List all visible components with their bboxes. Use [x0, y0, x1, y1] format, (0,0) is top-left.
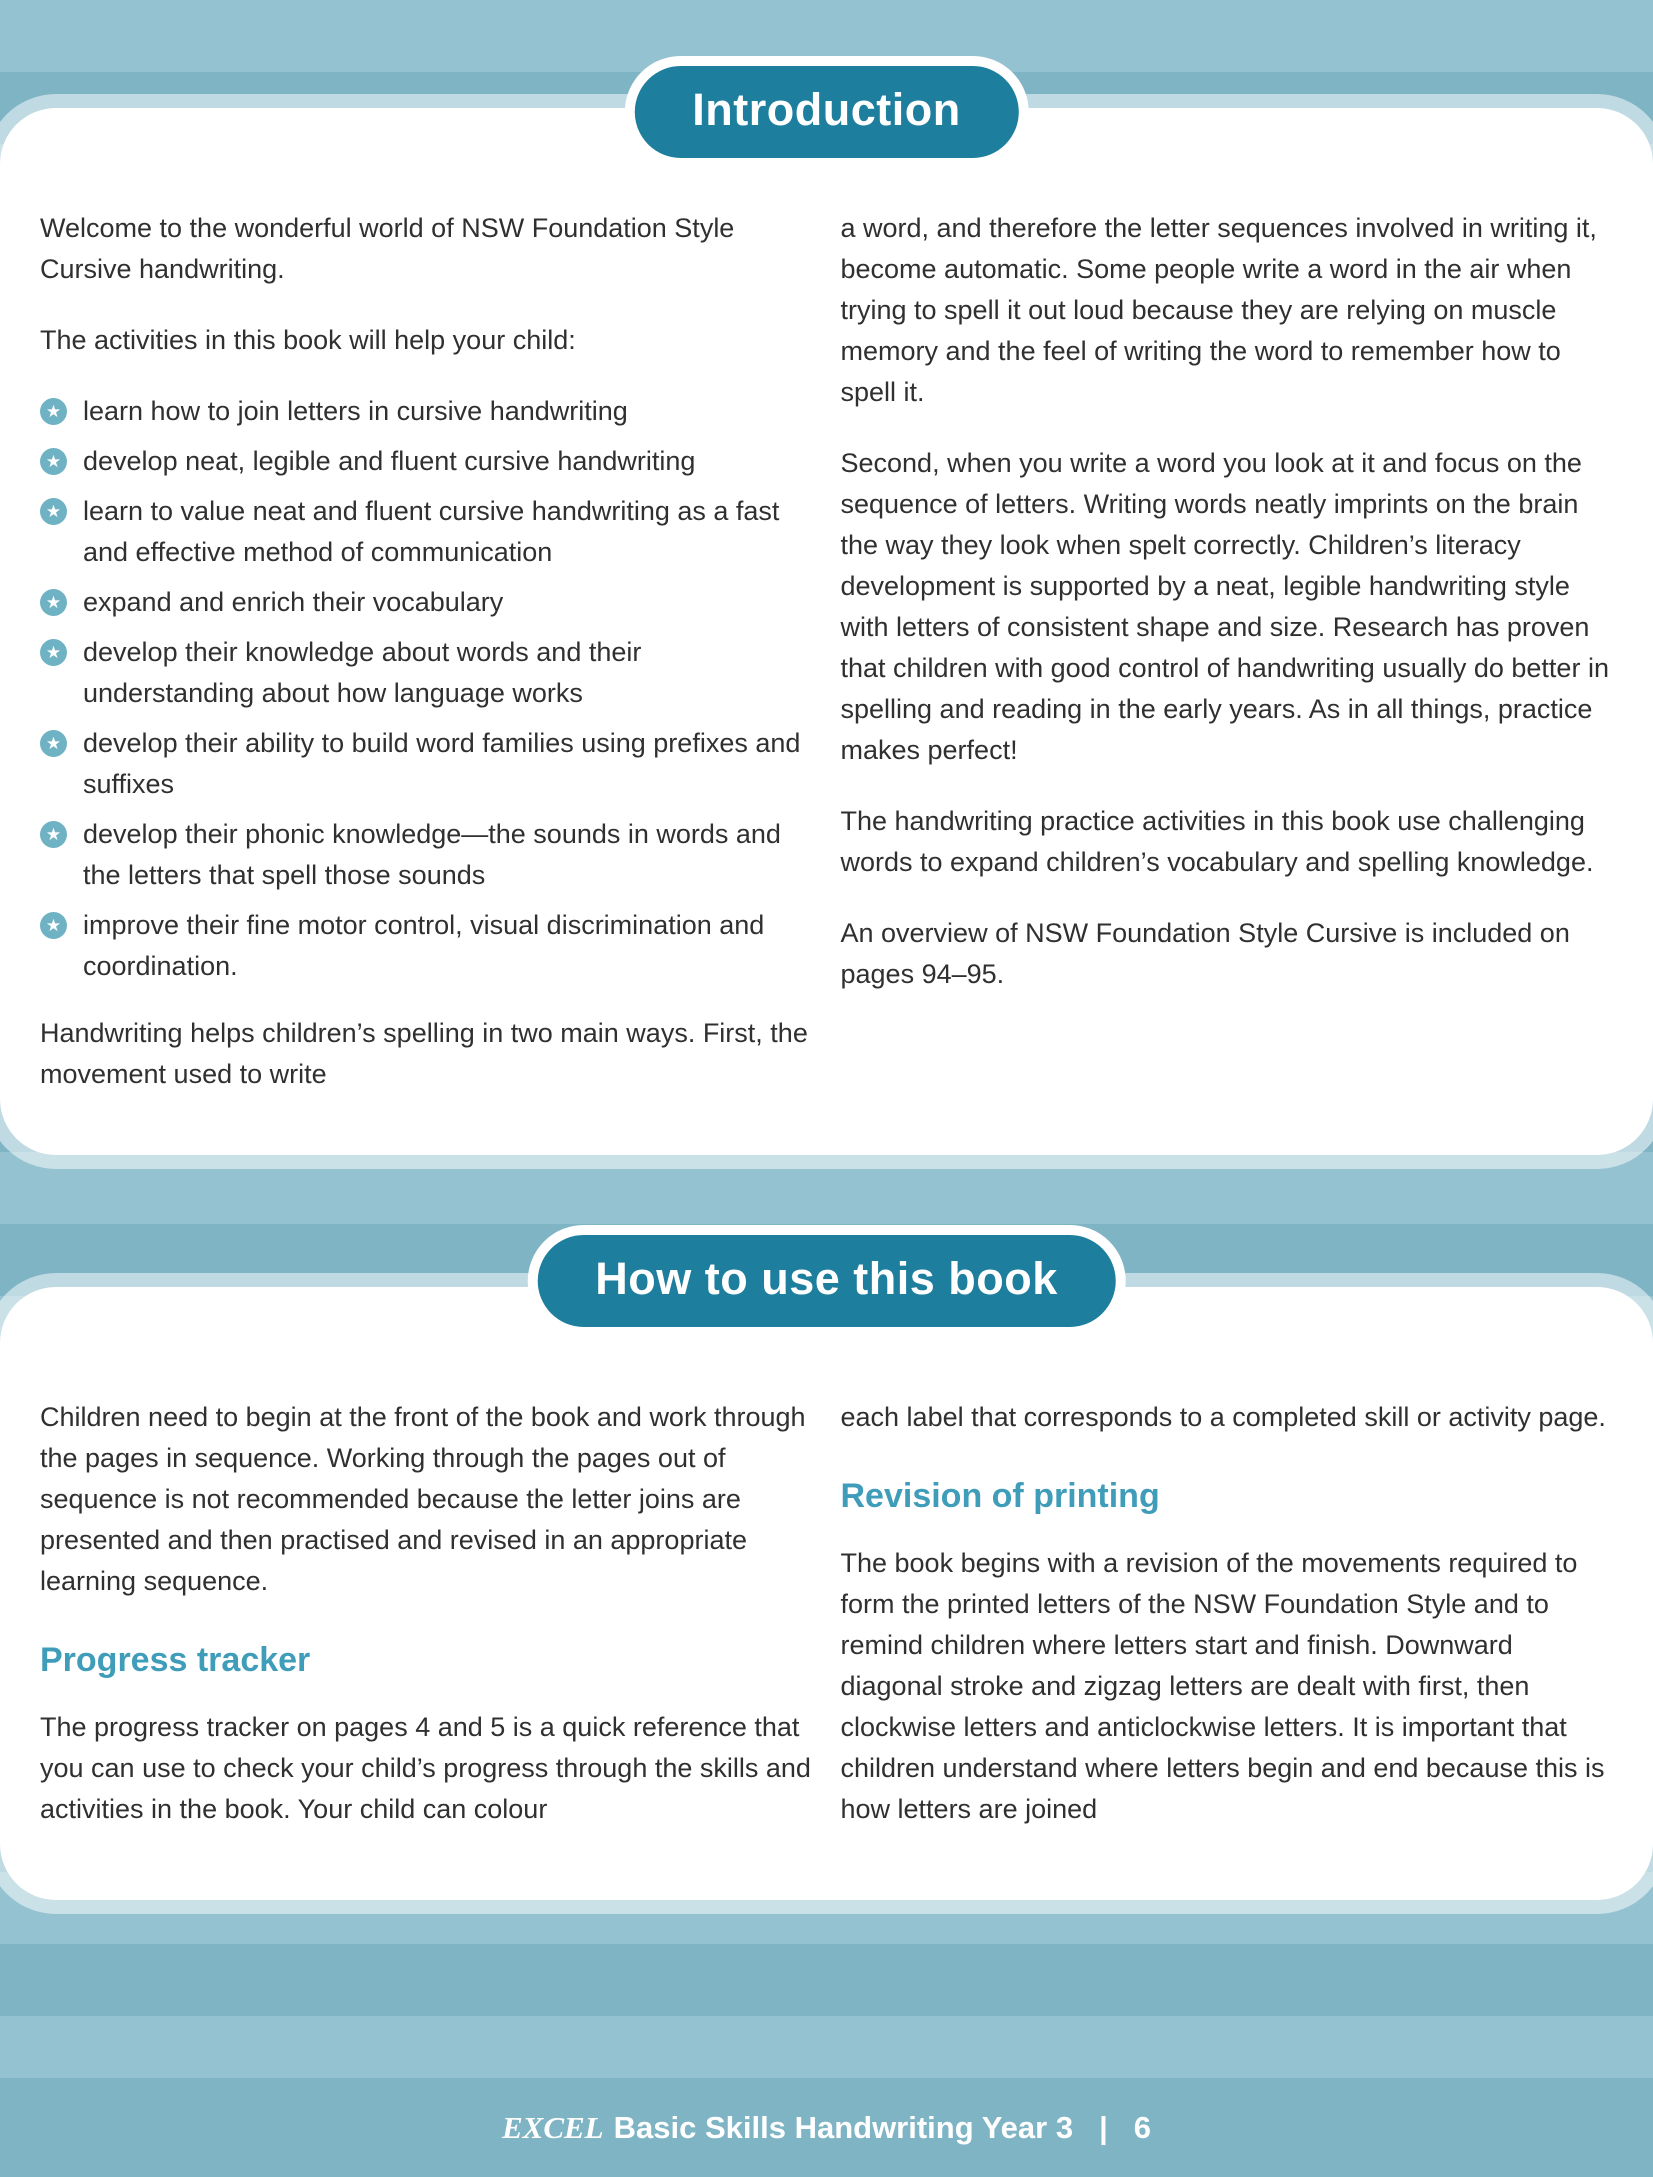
how-to-use-panel [0, 1253, 1653, 1900]
list-item-text: expand and enrich their vocabulary [83, 587, 504, 617]
paragraph: The book begins with a revision of the movements required to form the printed letters of the NSW Foundation Style and to remind children where letters start and finish. Downward diagonal stroke and zigzag letters are dealt with first, then clockwise letters and anticlockwise letters. It is important that children understand where letters begin and end because this is how letters are joined [840, 1548, 1605, 1824]
list-item [40, 441, 813, 482]
star-bullet-icon: ★ [40, 821, 67, 848]
paragraph: a word, and therefore the letter sequences involved in writing it, become automatic. Some people write a word in the air when trying to spell it out loud because they are relying on muscle memory and the feel of writing the word to remember how to spell it. [840, 213, 1597, 407]
progress-tracker-heading: Progress tracker [40, 1641, 311, 1679]
list-item-text: learn how to join letters in cursive handwriting [83, 396, 628, 426]
paragraph: each label that corresponds to a completed skill or activity page. [840, 1402, 1606, 1432]
excel-brand-logo: EXCEL [501, 2109, 604, 2145]
how-to-use-title-pill [527, 1225, 1126, 1337]
paragraph: The handwriting practice activities in this book use challenging words to expand children’s vocabulary and spelling knowledge. [840, 806, 1594, 877]
star-bullet-icon: ★ [40, 639, 67, 666]
paragraph: The progress tracker on pages 4 and 5 is a quick reference that you can use to check your child’s progress through the skills and activities in the book. Your child can colour [40, 1712, 811, 1824]
list-item [40, 582, 813, 623]
page-title: Introduction [692, 84, 961, 135]
star-bullet-icon: ★ [40, 448, 67, 475]
star-bullet-icon: ★ [40, 912, 67, 939]
list-item-text: learn to value neat and fluent cursive handwriting as a fast and effective method of communication [83, 496, 780, 567]
star-bullet-icon: ★ [40, 730, 67, 757]
paragraph: Children need to begin at the front of the book and work through the pages in sequence. Working through the pages out of sequence is not recommended because the letter joins are presented and then practised and revised in an appropriate learning sequence. [40, 1402, 806, 1596]
introduction-panel [0, 84, 1653, 1155]
paragraph: Second, when you write a word you look at it and focus on the sequence of letters. Writing words neatly imprints on the brain the way they look when spelt correctly. Children’s literacy development is supported by a neat, legible handwriting style with letters of consistent shape and size. Research has proven that children with good control of handwriting usually do better in spelling and reading in the early years. As in all things, practice makes perfect! [840, 448, 1609, 765]
introduction-left-column [40, 208, 813, 1095]
section-title: How to use this book [595, 1253, 1058, 1304]
list-item-text: develop neat, legible and fluent cursive handwriting [83, 446, 696, 476]
revision-of-printing-heading: Revision of printing [840, 1477, 1160, 1515]
introduction-title-pill [624, 56, 1028, 168]
how-to-use-left-column [40, 1397, 813, 1830]
list-item [40, 632, 813, 714]
paragraph: Handwriting helps children’s spelling in two main ways. First, the movement used to write [40, 1018, 808, 1089]
list-item-text: improve their fine motor control, visual discrimination and coordination. [83, 910, 765, 981]
list-item [40, 391, 813, 432]
list-item [40, 723, 813, 805]
list-item-text: develop their knowledge about words and their understanding about how language works [83, 637, 642, 708]
how-to-use-right-column [841, 1397, 1614, 1830]
paragraph: An overview of NSW Foundation Style Cursive is included on pages 94–95. [840, 918, 1570, 989]
benefits-list [40, 391, 813, 987]
introduction-right-column [841, 208, 1614, 1095]
list-item [40, 905, 813, 987]
paragraph: The activities in this book will help your child: [40, 325, 576, 355]
list-item-text: develop their ability to build word families using prefixes and suffixes [83, 728, 801, 799]
star-bullet-icon: ★ [40, 398, 67, 425]
list-item-text: develop their phonic knowledge—the sounds in words and the letters that spell those sounds [83, 819, 781, 890]
page-number: 6 [1133, 2109, 1152, 2145]
star-bullet-icon: ★ [40, 589, 67, 616]
list-item [40, 814, 813, 896]
footer-title: Basic Skills Handwriting Year 3 [613, 2109, 1074, 2145]
star-bullet-icon: ★ [40, 498, 67, 525]
list-item [40, 491, 813, 573]
footer-separator: | [1099, 2109, 1108, 2145]
page-footer [0, 2078, 1653, 2177]
paragraph: Welcome to the wonderful world of NSW Foundation Style Cursive handwriting. [40, 213, 735, 284]
